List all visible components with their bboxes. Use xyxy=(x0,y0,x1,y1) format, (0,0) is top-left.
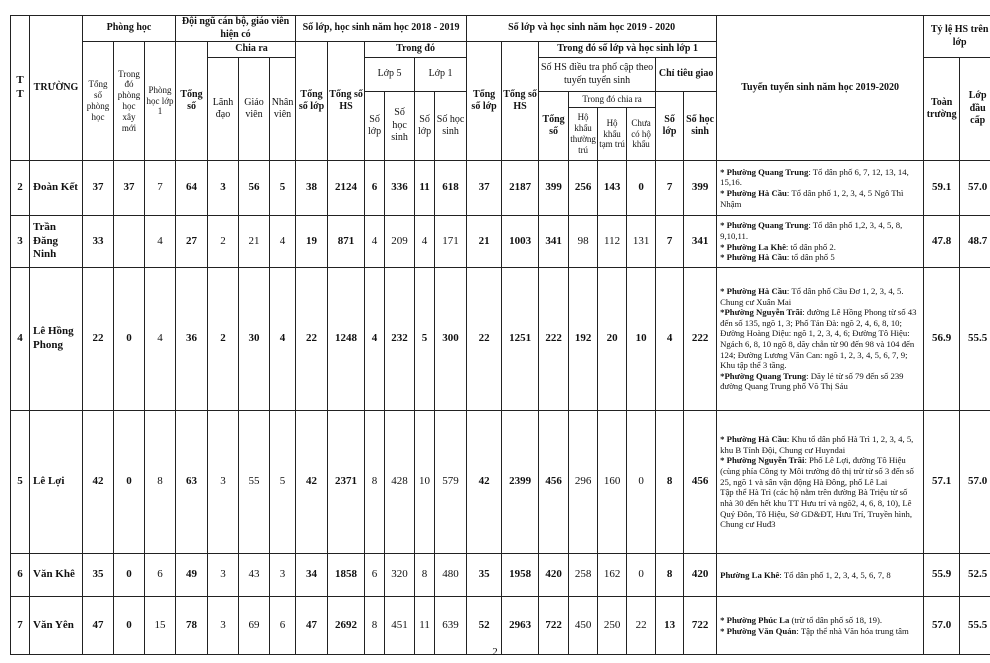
header-quota-hs: Số học sinh xyxy=(684,92,717,161)
row-survey-temp: 20 xyxy=(598,268,627,411)
zone-ward-name: * Phường Văn Quán xyxy=(720,625,797,636)
row-ratio-g1: 55.5 xyxy=(960,597,990,655)
row-g5-classes: 6 xyxy=(365,161,385,216)
row-room-g1: 4 xyxy=(145,216,176,268)
row-staff-worker: 6 xyxy=(270,597,296,655)
row-room-new xyxy=(114,216,145,268)
zone-detail: : Tổ dân phố Cầu Đơ 1, 2, 3, 4, 5. Chung cư Xuân Mai xyxy=(720,285,904,307)
row-room-total: 42 xyxy=(83,411,114,554)
row-room-new: 0 xyxy=(114,597,145,655)
row-staff-total: 49 xyxy=(176,554,208,597)
row-staff-total: 36 xyxy=(176,268,208,411)
zone-detail: : tổ dân phố 2. xyxy=(785,241,836,252)
zone-ward-name: *Phường Nguyễn Trãi xyxy=(720,307,803,318)
row-survey-none: 22 xyxy=(627,597,656,655)
row-staff-worker: 5 xyxy=(270,411,296,554)
zone-ward-name: *Phường Quang Trung xyxy=(720,370,807,381)
header-g1-hs: Số học sinh xyxy=(435,92,467,161)
row-survey-none: 0 xyxy=(627,554,656,597)
row-quota-classes: 8 xyxy=(656,411,684,554)
zone-detail: : Tổ dân phố 1,2, 3, 4, 5, 8, 9,10,11. xyxy=(720,220,903,241)
row-room-g1: 6 xyxy=(145,554,176,597)
header-1819-hs: Tổng số HS xyxy=(328,42,365,161)
row-hs-1819: 2124 xyxy=(328,161,365,216)
table-row xyxy=(11,554,990,597)
row-staff-worker: 3 xyxy=(270,554,296,597)
row-ratio-all: 57.1 xyxy=(924,411,960,554)
zone-ward-name: * Phường Hà Cầu xyxy=(720,285,787,296)
row-survey-total: 456 xyxy=(539,411,569,554)
row-g1-classes: 11 xyxy=(415,597,435,655)
header-g5-classes: Số lớp xyxy=(365,92,385,161)
header-ratio-g1: Lớp đầu cấp xyxy=(960,58,990,161)
row-staff-lead: 3 xyxy=(208,161,239,216)
row-staff-lead: 3 xyxy=(208,411,239,554)
row-g5-hs: 232 xyxy=(385,268,415,411)
row-survey-total: 341 xyxy=(539,216,569,268)
row-staff-lead: 3 xyxy=(208,597,239,655)
row-hs-1819: 1858 xyxy=(328,554,365,597)
row-room-g1: 15 xyxy=(145,597,176,655)
row-survey-temp: 250 xyxy=(598,597,627,655)
row-survey-temp: 162 xyxy=(598,554,627,597)
header-g5-hs: Số học sinh xyxy=(385,92,415,161)
header-school: TRƯỜNG xyxy=(30,16,83,161)
header-staff-split: Chia ra xyxy=(208,42,296,58)
row-staff-worker: 4 xyxy=(270,268,296,411)
zone-ward-name: * Phường Hà Cầu xyxy=(720,188,787,198)
row-zone xyxy=(717,161,924,216)
zone-ward-name: Phường La Khê xyxy=(720,569,780,580)
row-staff-total: 27 xyxy=(176,216,208,268)
row-g5-hs: 336 xyxy=(385,161,415,216)
row-ratio-g1: 55.5 xyxy=(960,268,990,411)
row-zone xyxy=(717,554,924,597)
header-rooms-total: Tổng số phòng học xyxy=(83,42,114,161)
row-ratio-g1: 57.0 xyxy=(960,411,990,554)
row-zone xyxy=(717,268,924,411)
row-g1-classes: 11 xyxy=(415,161,435,216)
row-hs-1819: 1248 xyxy=(328,268,365,411)
row-quota-hs: 456 xyxy=(684,411,717,554)
row-ratio-all: 47.8 xyxy=(924,216,960,268)
zone-ward-name: * Phường Nguyễn Trãi xyxy=(720,455,805,466)
header-survey: Số HS điều tra phổ cập theo tuyến tuyển sinh xyxy=(539,58,656,92)
row-room-total: 33 xyxy=(83,216,114,268)
row-classes-1819: 22 xyxy=(296,268,328,411)
row-survey-none: 10 xyxy=(627,268,656,411)
row-staff-teacher: 56 xyxy=(239,161,270,216)
row-tt: 6 xyxy=(11,554,30,597)
row-hs-1920: 2187 xyxy=(502,161,539,216)
row-survey-total: 222 xyxy=(539,268,569,411)
row-classes-1819: 34 xyxy=(296,554,328,597)
row-tt: 4 xyxy=(11,268,30,411)
header-rooms-g1: Phòng học lớp 1 xyxy=(145,42,176,161)
row-survey-perm: 296 xyxy=(569,411,598,554)
row-hs-1920: 2963 xyxy=(502,597,539,655)
row-staff-lead: 2 xyxy=(208,268,239,411)
row-quota-classes: 13 xyxy=(656,597,684,655)
header-staff-teacher: Giáo viên xyxy=(239,58,270,161)
row-classes-1819: 38 xyxy=(296,161,328,216)
header-staff-lead: Lãnh đạo xyxy=(208,58,239,161)
row-tt: 7 xyxy=(11,597,30,655)
header-g1-classes: Số lớp xyxy=(415,92,435,161)
row-room-new: 0 xyxy=(114,268,145,411)
row-survey-total: 722 xyxy=(539,597,569,655)
header-res-perm: Hộ khẩu thường trú xyxy=(569,108,598,161)
row-staff-teacher: 55 xyxy=(239,411,270,554)
row-quota-classes: 7 xyxy=(656,161,684,216)
row-tt: 3 xyxy=(11,216,30,268)
zone-detail: : Dãy lẻ từ số 79 đến số 239 đường Quang Trung phố Võ Thị Sáu xyxy=(720,370,904,392)
header-ratio-all: Toàn trường xyxy=(924,58,960,161)
header-rooms: Phòng học xyxy=(83,16,176,42)
row-ratio-all: 57.0 xyxy=(924,597,960,655)
zone-detail: : Tổ dân phố 1, 2, 3, 4, 5 Ngô Thì Nhậm xyxy=(720,188,904,209)
row-ratio-all: 59.1 xyxy=(924,161,960,216)
row-g1-classes: 4 xyxy=(415,216,435,268)
row-staff-lead: 3 xyxy=(208,554,239,597)
row-tt: 2 xyxy=(11,161,30,216)
zone-detail: Tập thể Hà Trì (các hộ nằm trên đường Bà Triệu từ số nhà 30 đến hết khu TT Hưu trí và ngõ2, 4, 6, 8, 10), Lê Quý Đôn, Tô Hiệu, Sở GD&ĐT, Hưu Trí, Truyền hình, Chung cư Huđ3 xyxy=(720,487,913,530)
header-staff: Đội ngũ cán bộ, giáo viên hiện có xyxy=(176,16,296,42)
row-quota-hs: 222 xyxy=(684,268,717,411)
row-hs-1819: 871 xyxy=(328,216,365,268)
row-survey-temp: 143 xyxy=(598,161,627,216)
header-survey-split: Trong đó chia ra xyxy=(569,92,656,108)
row-survey-temp: 112 xyxy=(598,216,627,268)
zone-detail: : Tổ dân phố 6, 7, 12, 13, 14, 15,16. xyxy=(720,166,909,188)
row-ratio-g1: 52.5 xyxy=(960,554,990,597)
row-hs-1920: 2399 xyxy=(502,411,539,554)
row-staff-teacher: 43 xyxy=(239,554,270,597)
row-tt: 5 xyxy=(11,411,30,554)
header-year-2019: Số lớp và học sinh năm học 2019 - 2020 xyxy=(467,16,717,42)
header-quota: Chỉ tiêu giao xyxy=(656,58,717,92)
row-g5-classes: 8 xyxy=(365,411,385,554)
zone-detail: : tổ dân phố 5 xyxy=(786,252,835,263)
table-row xyxy=(11,411,990,554)
row-room-total: 22 xyxy=(83,268,114,411)
row-school: Văn Yên xyxy=(30,597,83,655)
row-g5-hs: 451 xyxy=(385,597,415,655)
row-hs-1920: 1003 xyxy=(502,216,539,268)
row-room-new: 0 xyxy=(114,411,145,554)
row-quota-classes: 8 xyxy=(656,554,684,597)
header-quota-classes: Số lớp xyxy=(656,92,684,161)
header-1920-within: Trong đó số lớp và học sinh lớp 1 xyxy=(539,42,717,58)
row-staff-teacher: 21 xyxy=(239,216,270,268)
header-res-temp: Hộ khẩu tạm trú xyxy=(598,108,627,161)
row-room-g1: 4 xyxy=(145,268,176,411)
row-school: Đoàn Kết xyxy=(30,161,83,216)
row-g1-hs: 171 xyxy=(435,216,467,268)
table-row xyxy=(11,216,990,268)
row-g1-hs: 480 xyxy=(435,554,467,597)
zone-ward-name: * Phường Hà Cầu xyxy=(720,434,787,445)
row-hs-1920: 1958 xyxy=(502,554,539,597)
row-classes-1920: 35 xyxy=(467,554,502,597)
row-quota-hs: 722 xyxy=(684,597,717,655)
row-school: Văn Khê xyxy=(30,554,83,597)
header-staff-worker: Nhân viên xyxy=(270,58,296,161)
row-quota-classes: 4 xyxy=(656,268,684,411)
row-room-g1: 8 xyxy=(145,411,176,554)
row-g5-hs: 320 xyxy=(385,554,415,597)
row-g5-classes: 6 xyxy=(365,554,385,597)
header-survey-total: Tổng số xyxy=(539,92,569,161)
row-zone xyxy=(717,216,924,268)
row-g1-hs: 618 xyxy=(435,161,467,216)
zone-detail: : Tổ dân phố 1, 2, 3, 4, 5, 6, 7, 8 xyxy=(779,569,891,580)
header-grade5: Lớp 5 xyxy=(365,58,415,92)
row-ratio-g1: 57.0 xyxy=(960,161,990,216)
row-ratio-g1: 48.7 xyxy=(960,216,990,268)
row-classes-1819: 47 xyxy=(296,597,328,655)
header-grade1: Lớp 1 xyxy=(415,58,467,92)
enrollment-table xyxy=(10,15,990,655)
row-staff-lead: 2 xyxy=(208,216,239,268)
row-room-total: 35 xyxy=(83,554,114,597)
row-staff-total: 63 xyxy=(176,411,208,554)
zone-ward-name: * Phường Quang Trung xyxy=(720,220,809,231)
row-survey-none: 131 xyxy=(627,216,656,268)
row-g1-classes: 10 xyxy=(415,411,435,554)
row-g1-hs: 579 xyxy=(435,411,467,554)
row-survey-none: 0 xyxy=(627,161,656,216)
row-g1-classes: 5 xyxy=(415,268,435,411)
header-res-none: Chưa có hộ khẩu xyxy=(627,108,656,161)
header-1920-classes: Tổng số lớp xyxy=(467,42,502,161)
row-school: Lê Lợi xyxy=(30,411,83,554)
row-survey-perm: 258 xyxy=(569,554,598,597)
row-staff-teacher: 30 xyxy=(239,268,270,411)
row-zone xyxy=(717,411,924,554)
row-staff-total: 64 xyxy=(176,161,208,216)
row-g5-classes: 8 xyxy=(365,597,385,655)
header-1819-within: Trong đó xyxy=(365,42,467,58)
row-classes-1920: 22 xyxy=(467,268,502,411)
row-ratio-all: 55.9 xyxy=(924,554,960,597)
enrollment-table-page xyxy=(10,15,989,655)
row-survey-perm: 450 xyxy=(569,597,598,655)
header-zone: Tuyến tuyển sinh năm học 2019-2020 xyxy=(717,16,924,161)
row-g1-classes: 8 xyxy=(415,554,435,597)
row-g1-hs: 639 xyxy=(435,597,467,655)
table-row xyxy=(11,268,990,411)
row-staff-teacher: 69 xyxy=(239,597,270,655)
row-survey-perm: 98 xyxy=(569,216,598,268)
row-school: Trần Đăng Ninh xyxy=(30,216,83,268)
row-room-total: 47 xyxy=(83,597,114,655)
row-classes-1819: 19 xyxy=(296,216,328,268)
row-hs-1920: 1251 xyxy=(502,268,539,411)
zone-ward-name: * Phường Quang Trung xyxy=(720,166,809,177)
zone-detail: : Tập thể nhà Văn hóa trung tâm xyxy=(796,625,909,636)
header-staff-total: Tổng số xyxy=(176,42,208,161)
row-survey-perm: 192 xyxy=(569,268,598,411)
row-classes-1920: 42 xyxy=(467,411,502,554)
row-survey-total: 399 xyxy=(539,161,569,216)
row-staff-worker: 4 xyxy=(270,216,296,268)
row-ratio-all: 56.9 xyxy=(924,268,960,411)
zone-detail: : Khu tổ dân phố Hà Trì 1, 2, 3, 4, 5, khu B Tỉnh Đội, Chung cư Huyndai xyxy=(720,434,914,455)
row-survey-none: 0 xyxy=(627,411,656,554)
row-survey-total: 420 xyxy=(539,554,569,597)
row-classes-1920: 52 xyxy=(467,597,502,655)
row-survey-perm: 256 xyxy=(569,161,598,216)
row-room-new: 0 xyxy=(114,554,145,597)
row-classes-1819: 42 xyxy=(296,411,328,554)
row-staff-total: 78 xyxy=(176,597,208,655)
row-room-total: 37 xyxy=(83,161,114,216)
zone-detail: (trừ tổ dân phố số 18, 19). xyxy=(789,614,883,625)
zone-ward-name: * Phường Phúc La xyxy=(720,614,790,625)
row-staff-worker: 5 xyxy=(270,161,296,216)
zone-detail: : đường Lê Hồng Phong từ số 43 đến số 135, ngõ 1, 3; Phố Tản Đà: ngõ 2, 4, 6, 8, 10; Đường Hoàng Diệu: ngõ 1, 2, 3, 4, 6; Đường Tô Hiệu: Ngách 6, 8, 10 ngõ 8, dãy chẵn từ 90 đến 98 và 104 đến 124; Đường Lương Văn Can: ngõ 1, 2, 3, 4, 5, 6, 7, 9; Khu tập thể 3 tầng. xyxy=(720,307,917,371)
zone-detail: : Phố Lê Lợi, đường Tô Hiệu (cùng phía Công ty Môi trường đô thị trừ từ số 3 đến số 25, ngõ 1 và sân vận động Hà Đông, phố Lê Lai xyxy=(720,455,914,487)
row-school: Lê Hồng Phong xyxy=(30,268,83,411)
row-quota-hs: 399 xyxy=(684,161,717,216)
header-year-2018: Số lớp, học sinh năm học 2018 - 2019 xyxy=(296,16,467,42)
row-g5-hs: 209 xyxy=(385,216,415,268)
header-1920-hs: Tổng số HS xyxy=(502,42,539,161)
row-classes-1920: 21 xyxy=(467,216,502,268)
header-rooms-new: Trong đó phòng học xây mới xyxy=(114,42,145,161)
row-room-new: 37 xyxy=(114,161,145,216)
zone-ward-name: * Phường La Khê xyxy=(720,241,786,252)
row-quota-hs: 341 xyxy=(684,216,717,268)
row-hs-1819: 2692 xyxy=(328,597,365,655)
row-g1-hs: 300 xyxy=(435,268,467,411)
row-room-g1: 7 xyxy=(145,161,176,216)
table-row xyxy=(11,161,990,216)
header-1819-classes: Tổng số lớp xyxy=(296,42,328,161)
row-survey-temp: 160 xyxy=(598,411,627,554)
row-g5-classes: 4 xyxy=(365,216,385,268)
row-g5-hs: 428 xyxy=(385,411,415,554)
row-g5-classes: 4 xyxy=(365,268,385,411)
row-quota-classes: 7 xyxy=(656,216,684,268)
zone-ward-name: * Phường Hà Cầu xyxy=(720,252,787,263)
header-ratio: Tỷ lệ HS trên lớp xyxy=(924,16,990,58)
header-tt: T T xyxy=(11,16,30,161)
row-classes-1920: 37 xyxy=(467,161,502,216)
row-quota-hs: 420 xyxy=(684,554,717,597)
page-number: 2 xyxy=(492,646,498,658)
row-hs-1819: 2371 xyxy=(328,411,365,554)
